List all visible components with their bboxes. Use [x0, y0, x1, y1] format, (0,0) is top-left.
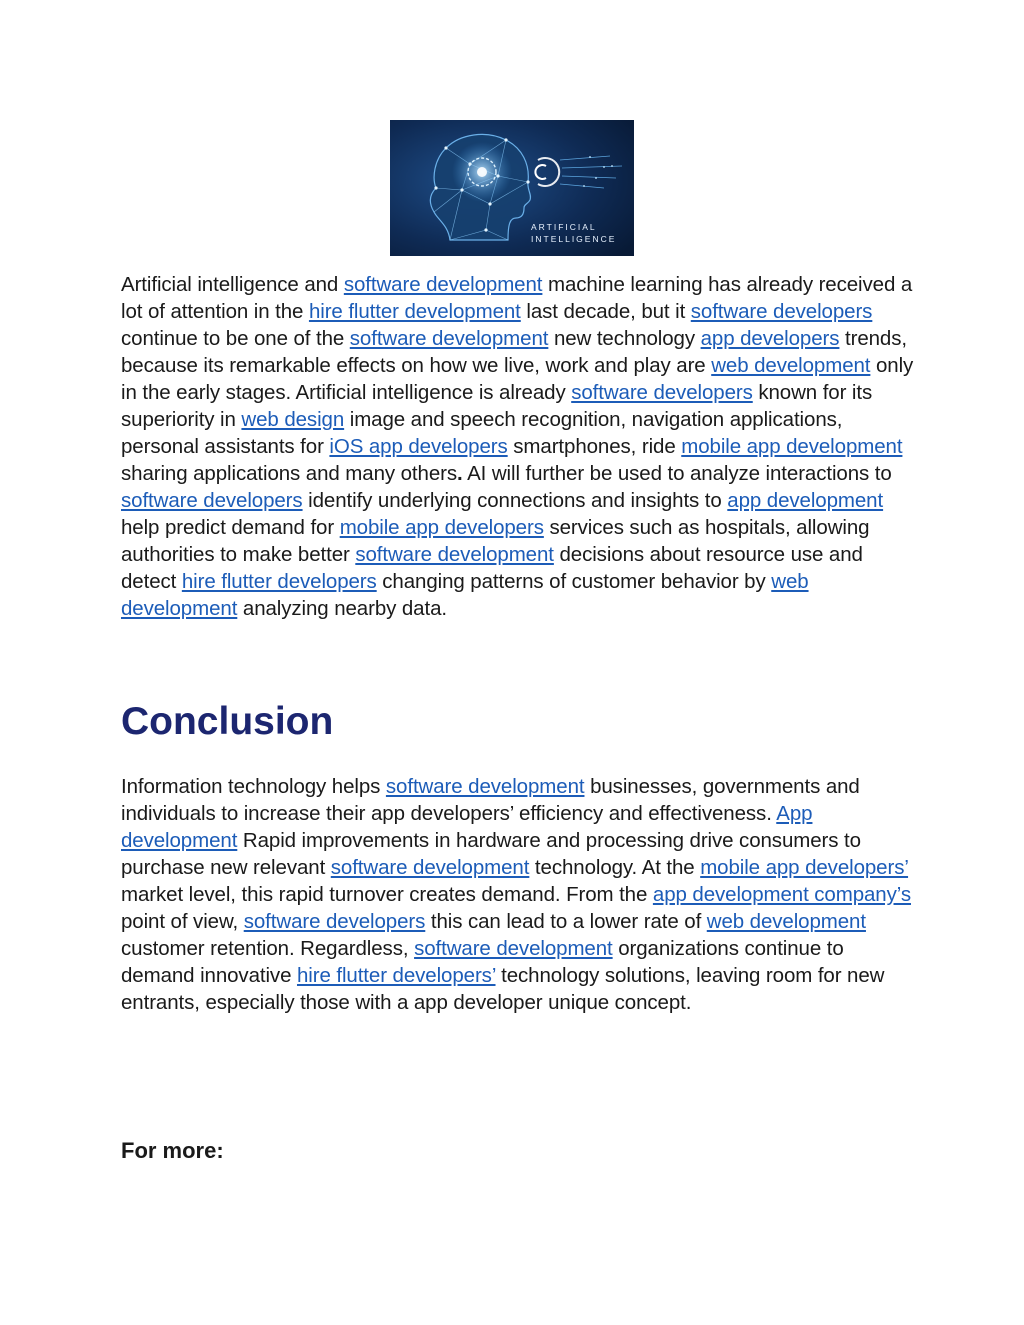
text-run: services such as hospitals, allowing authorities to make better: [121, 516, 870, 566]
inline-link[interactable]: software development: [414, 937, 613, 960]
text-run: known for its superiority in: [121, 381, 873, 431]
text-run: analyzing nearby data.: [237, 597, 447, 620]
inline-link[interactable]: hire flutter developers’: [296, 964, 496, 987]
text-run: point of view,: [121, 910, 244, 933]
text-run: trends, because its remarkable effects on how we live, work and play are: [121, 327, 907, 377]
inline-link[interactable]: web development: [121, 570, 809, 620]
text-run: technology. At the: [529, 856, 701, 879]
text-run: machine learning has already received a lot of attention in the: [121, 273, 913, 323]
conclusion-heading: Conclusion: [121, 700, 334, 743]
text-run: Rapid improvements in hardware and processing drive consumers to purchase new relevant: [121, 829, 861, 879]
inline-link[interactable]: hire flutter development: [308, 300, 521, 323]
text-run: market level, this rapid turnover creates demand. From the: [121, 883, 653, 906]
text-run: decisions about resource use and detect: [121, 543, 863, 593]
text-run: sharing applications and many others: [121, 462, 457, 485]
inline-link[interactable]: hire flutter developers: [181, 570, 377, 593]
inline-link[interactable]: App development: [121, 802, 813, 852]
text-run: customer retention. Regardless,: [121, 937, 415, 960]
text-run: help predict demand for: [121, 516, 340, 539]
inline-link[interactable]: software development: [385, 775, 585, 798]
inline-link[interactable]: app developers: [700, 327, 840, 350]
inline-link[interactable]: software developers: [243, 910, 426, 933]
inline-link[interactable]: software developers: [571, 381, 753, 404]
text-run: smartphones, ride: [507, 435, 682, 458]
inline-link[interactable]: mobile app development: [681, 435, 903, 458]
inline-link[interactable]: software development: [355, 543, 554, 566]
inline-link[interactable]: software development: [343, 273, 543, 296]
paragraph-conclusion: [121, 773, 921, 1016]
text-run: last decade, but it: [520, 300, 691, 323]
for-more-heading: For more:: [121, 1138, 224, 1163]
hero-caption-line1: ARTIFICIAL: [531, 222, 597, 232]
inline-link[interactable]: software developers: [690, 300, 873, 323]
inline-link[interactable]: app development company’s: [652, 883, 911, 906]
inline-link[interactable]: iOS app developers: [329, 435, 508, 458]
text-run: technology solutions, leaving room for new entrants, especially those with a app developer unique concept.: [121, 964, 885, 1014]
inline-link[interactable]: web design: [241, 408, 345, 431]
inline-link[interactable]: mobile app developers’: [700, 856, 909, 879]
text-run: this can lead to a lower rate of: [425, 910, 707, 933]
text-run: Artificial intelligence and: [121, 273, 344, 296]
hero-caption-line2: INTELLIGENCE: [531, 234, 617, 244]
inline-link[interactable]: mobile app developers: [339, 516, 544, 539]
text-run: image and speech recognition, navigation applications, personal assistants for: [121, 408, 843, 458]
hero-image: [390, 120, 634, 256]
bold-text: .: [457, 462, 463, 485]
inline-link[interactable]: software development: [330, 856, 530, 879]
text-run: changing patterns of customer behavior by: [376, 570, 772, 593]
text-run: AI will further be used to analyze interactions to: [462, 462, 892, 485]
ai-head-illustration: [390, 120, 634, 256]
inline-link[interactable]: app development: [727, 489, 884, 512]
inline-link[interactable]: software development: [349, 327, 549, 350]
text-run: identify underlying connections and insights to: [302, 489, 728, 512]
article-content: [121, 271, 921, 1163]
text-run: organizations continue to demand innovative: [121, 937, 844, 987]
inline-link[interactable]: software developers: [121, 489, 303, 512]
inline-link[interactable]: web development: [706, 910, 866, 933]
text-run: Information technology helps: [121, 775, 386, 798]
text-run: new technology: [548, 327, 701, 350]
text-run: continue to be one of the: [121, 327, 350, 350]
text-run: businesses, governments and individuals to increase their app developers’ efficiency and effectiveness.: [121, 775, 860, 825]
inline-link[interactable]: web development: [711, 354, 871, 377]
paragraph-intro: [121, 271, 921, 622]
text-run: only in the early stages. Artificial intelligence is already: [121, 354, 914, 404]
